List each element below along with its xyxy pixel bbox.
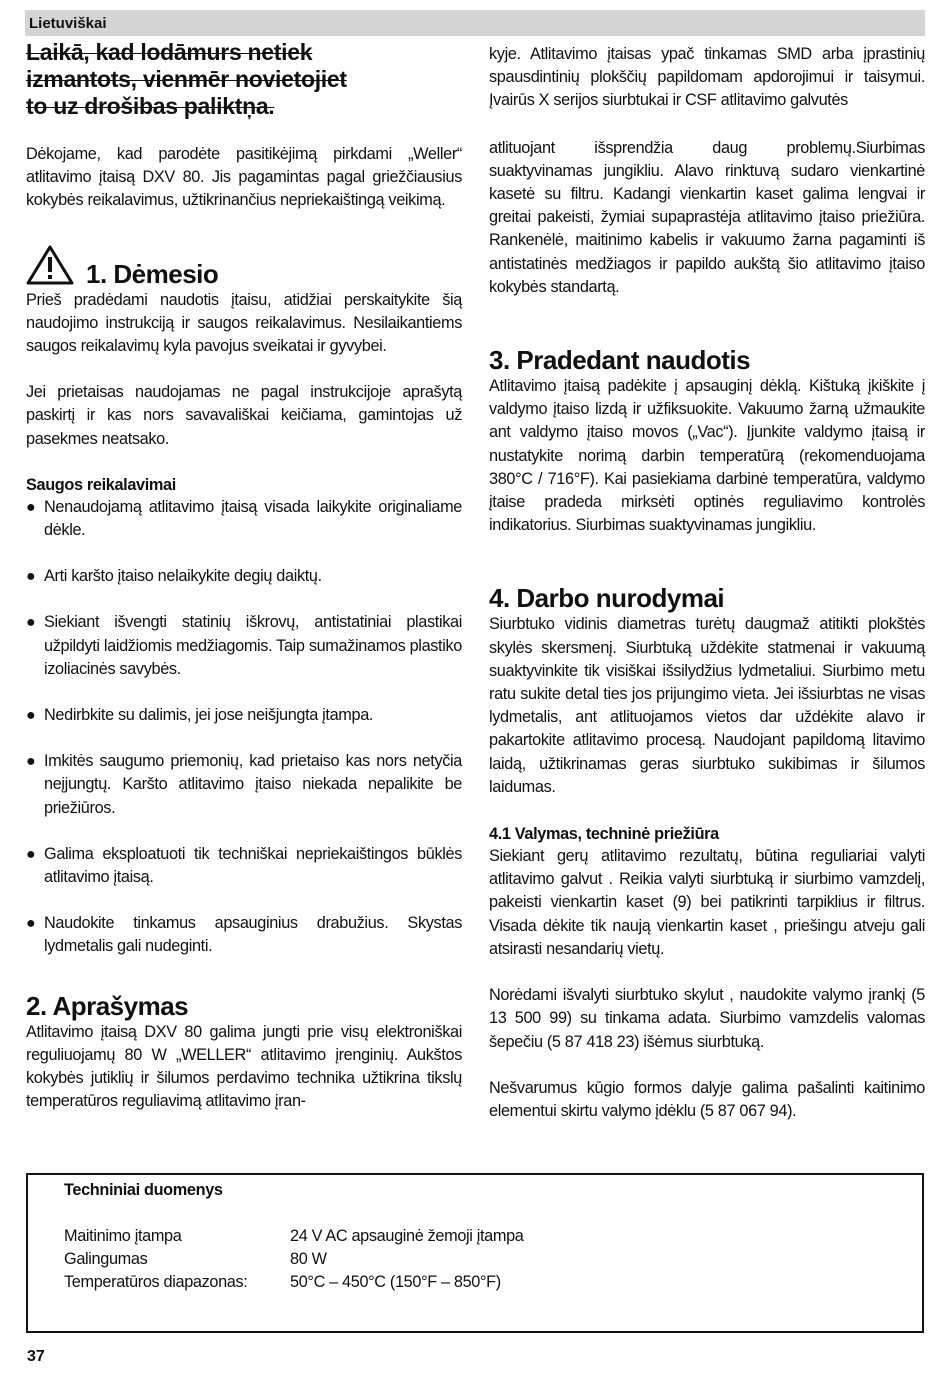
title-line: Laikā, kad lodāmurs netiek [26,39,313,65]
list-item-text: Naudokite tinkamus apsauginius drabužius. Skystas lydmetalis gali nudeginti. [44,914,462,956]
filled-circle-icon: ● [26,614,36,632]
list-item-text: Galima eksploatuoti tik techniškai nepriekaištingos būklės atlitavimo įtaisą. [44,844,462,887]
list-item-text: Arti karšto įtaiso nelaikykite degių daiktų. [44,567,322,586]
technical-data-label: Galingumas [64,1250,148,1268]
right-column [489,43,925,1123]
technical-data-box [26,1173,924,1333]
title-line: to uz drošibas paliktņa. [26,93,275,119]
technical-data-title: Techniniai duomenys [64,1181,223,1199]
list-item-text: Siekiant išvengti statinių iškrovų, antistatiniai plastikai užpildyti laidžiomis medžiagomis. Taip sumažinamos plastiko izoliacinės savybės. [44,613,462,678]
subsection-4-1-paragraph: Siekiant gerų atlitavimo rezultatų, būtina reguliariai valyti atlitavimo galvut . Reikia valyti siurbtuką ir siurbimo vamzdelį, pakeisti vienkartin kaset (9) bei patikrinti tarpiklius ir filtrus. Visada dėkite tik naują vienkartin kaset , priešingu atveju gali atsirasti nesandarių vietų. [489,847,925,958]
section-4-paragraph: Siurbtuko vidinis diametras turėtų daugmaž atitikti plokštės skylės skersmenį. Siurbtuką uždėkite statmenai ir vakuumą suaktyvinkite tik visiškai išsilydžius lydmetaliui. Siurbimo metu ratu sukite detal ties jos prijungimo vieta. Jei išsiurbtas ne visas lydmetalis, ant atlituojamos vietos dar uždėkite alavo ir pakartokite atlitavimo procesą. Naudojant papildomą litavimo laidą, užtikrinamas geras siurbtuko sukibimas ir šilumos laidumas. [489,615,925,796]
section-3-paragraph: Atlitavimo įtaisą padėkite į apsauginį dėklą. Kištuką įkiškite į valdymo įtaiso lizdą ir užfiksuokite. Vakuumo žarną užmaukite ant valdymo įtaiso movos („Vac“). Įjunkite valdymo įtaisą ir nustatykite norimą darbin temperatūrą (rekomenduojama 380°C / 716°F). Kai pasiekiama darbinė temperatūra, valdymo įtaise pradeda mirksėti optinės reguliavimo kontrolės indikatorius. Siurbimas suaktyvinamas jungikliu. [489,377,925,535]
list-item [26,565,462,588]
list-item-text: Nenaudojamą atlitavimo įtaisą visada laikykite originaliame dėkle. [44,497,462,540]
technical-data-value: 50°C – 450°C (150°F – 850°F) [290,1273,501,1291]
section-4-title: 4. Darbo nurodymai [489,583,725,614]
continued-paragraph: atlituojant išsprendžia daug problemų.Siurbimas suaktyvinamas jungikliu. Alavo rinktuvą sudaro vienkartinė kasetė su filtru. Kadangi vienkartin kaset galima lengvai ir greitai pakeisti, žymiai supaprastėja atlitavimo įtaiso priežiūra. Rankenėlė, maitinimo kabelis ir vakuumo žarna pagaminti iš antistatinės medžiagos ir papildo aukštą šio atlitavimo įtaiso kokybės standartą. [489,138,925,296]
list-item [26,750,462,820]
filled-circle-icon: ● [26,498,36,516]
language-label: Lietuviškai [29,15,107,32]
section-2-title: 2. Aprašymas [26,990,189,1021]
page-number: 37 [27,1348,45,1365]
section-1-heading [26,241,462,289]
technical-data-label: Maitinimo įtampa [64,1227,182,1245]
title-line: izmantots, vienmēr novietojiet [26,66,347,92]
filled-circle-icon: ● [26,707,36,725]
safety-list [26,496,462,959]
intro-paragraph: Dėkojame, kad parodėte pasitikėjimą pirkdami „Weller“ atlitavimo įtaisą DXV 80. Jis pagamintas pagal griežčiausius kokybės reikalavimus, užtikrinančius nepriekaištingą veikimą. [26,145,462,210]
section-1-paragraph: Prieš pradėdami naudotis įtaisu, atidžiai perskaitykite šią naudojimo instrukciją ir saugos reikalavimus. Nesilaikantiems saugos reikalavimų kyla pavojus sveikatai ir gyvybei. [26,290,462,356]
list-item [26,912,462,958]
filled-circle-icon: ● [26,845,36,863]
language-bar [25,10,925,36]
technical-data-value: 80 W [290,1250,327,1268]
left-column [26,38,462,1113]
list-item [26,704,462,727]
list-item-text: Imkitės saugumo priemonių, kad prietaiso kas nors netyčia neįjungtų. Karšto atlitavimo įtaiso niekada nepalikite be priežiūros. [44,752,462,817]
continued-paragraph: kyje. Atlitavimo įtaisas ypač tinkamas SMD arba įprastinių spausdintinių plokščių papildomam apdorojimui ir taisymui. Įvairūs X serijos siurbtukai ir CSF atlitavimo galvutės [489,45,925,110]
subsection-4-1-title: 4.1 Valymas, techninė priežiūra [489,825,719,844]
technical-data-value: 24 V AC apsauginė žemoji įtampa [290,1227,524,1245]
section-1-title: 1. Dėmesio [86,258,219,289]
filled-circle-icon: ● [26,568,36,586]
safety-heading: Saugos reikalavimai [26,475,176,494]
list-item [26,496,462,542]
filled-circle-icon: ● [26,915,36,933]
section-2-paragraph: Atlitavimo įtaisą DXV 80 galima jungti prie visų elektroniškai reguliuojamų 80 W „WELLER“ atlitavimo įrenginių. Aukštos kokybės jutiklių ir šilumos perdavimo technika užtikrina tikslų temperatūros reguliavimą atlitavimo įran- [26,1022,462,1111]
section-3-title: 3. Pradedant naudotis [489,345,751,376]
list-item [26,843,462,889]
section-1-paragraph: Jei prietaisas naudojamas ne pagal instrukcijoje aprašytą paskirtį ir kas nors savavališkai keičiama, gamintojas už pasekmes neatsako. [26,383,462,448]
list-item-text: Nedirbkite su dalimis, jei jose neišjungta įtampa. [44,706,374,725]
list-item [26,611,462,681]
filled-circle-icon: ● [26,753,36,771]
page-title [26,40,462,119]
subsection-4-1-paragraph: Norėdami išvalyti siurbtuko skylut , naudokite valymo įrankį (5 13 500 99) su tinkama adata. Siurbimo vamzdelis valomas šepečiu (5 87 418 23) išėmus siurbtuką. [489,986,925,1051]
technical-data-label: Temperatūros diapazonas: [64,1273,248,1291]
warning-triangle-icon [26,245,74,285]
subsection-4-1-paragraph: Nešvarumus kūgio formos dalyje galima pašalinti kaitinimo elementui skirtu valymo įdėklu (5 87 067 94). [489,1078,925,1120]
